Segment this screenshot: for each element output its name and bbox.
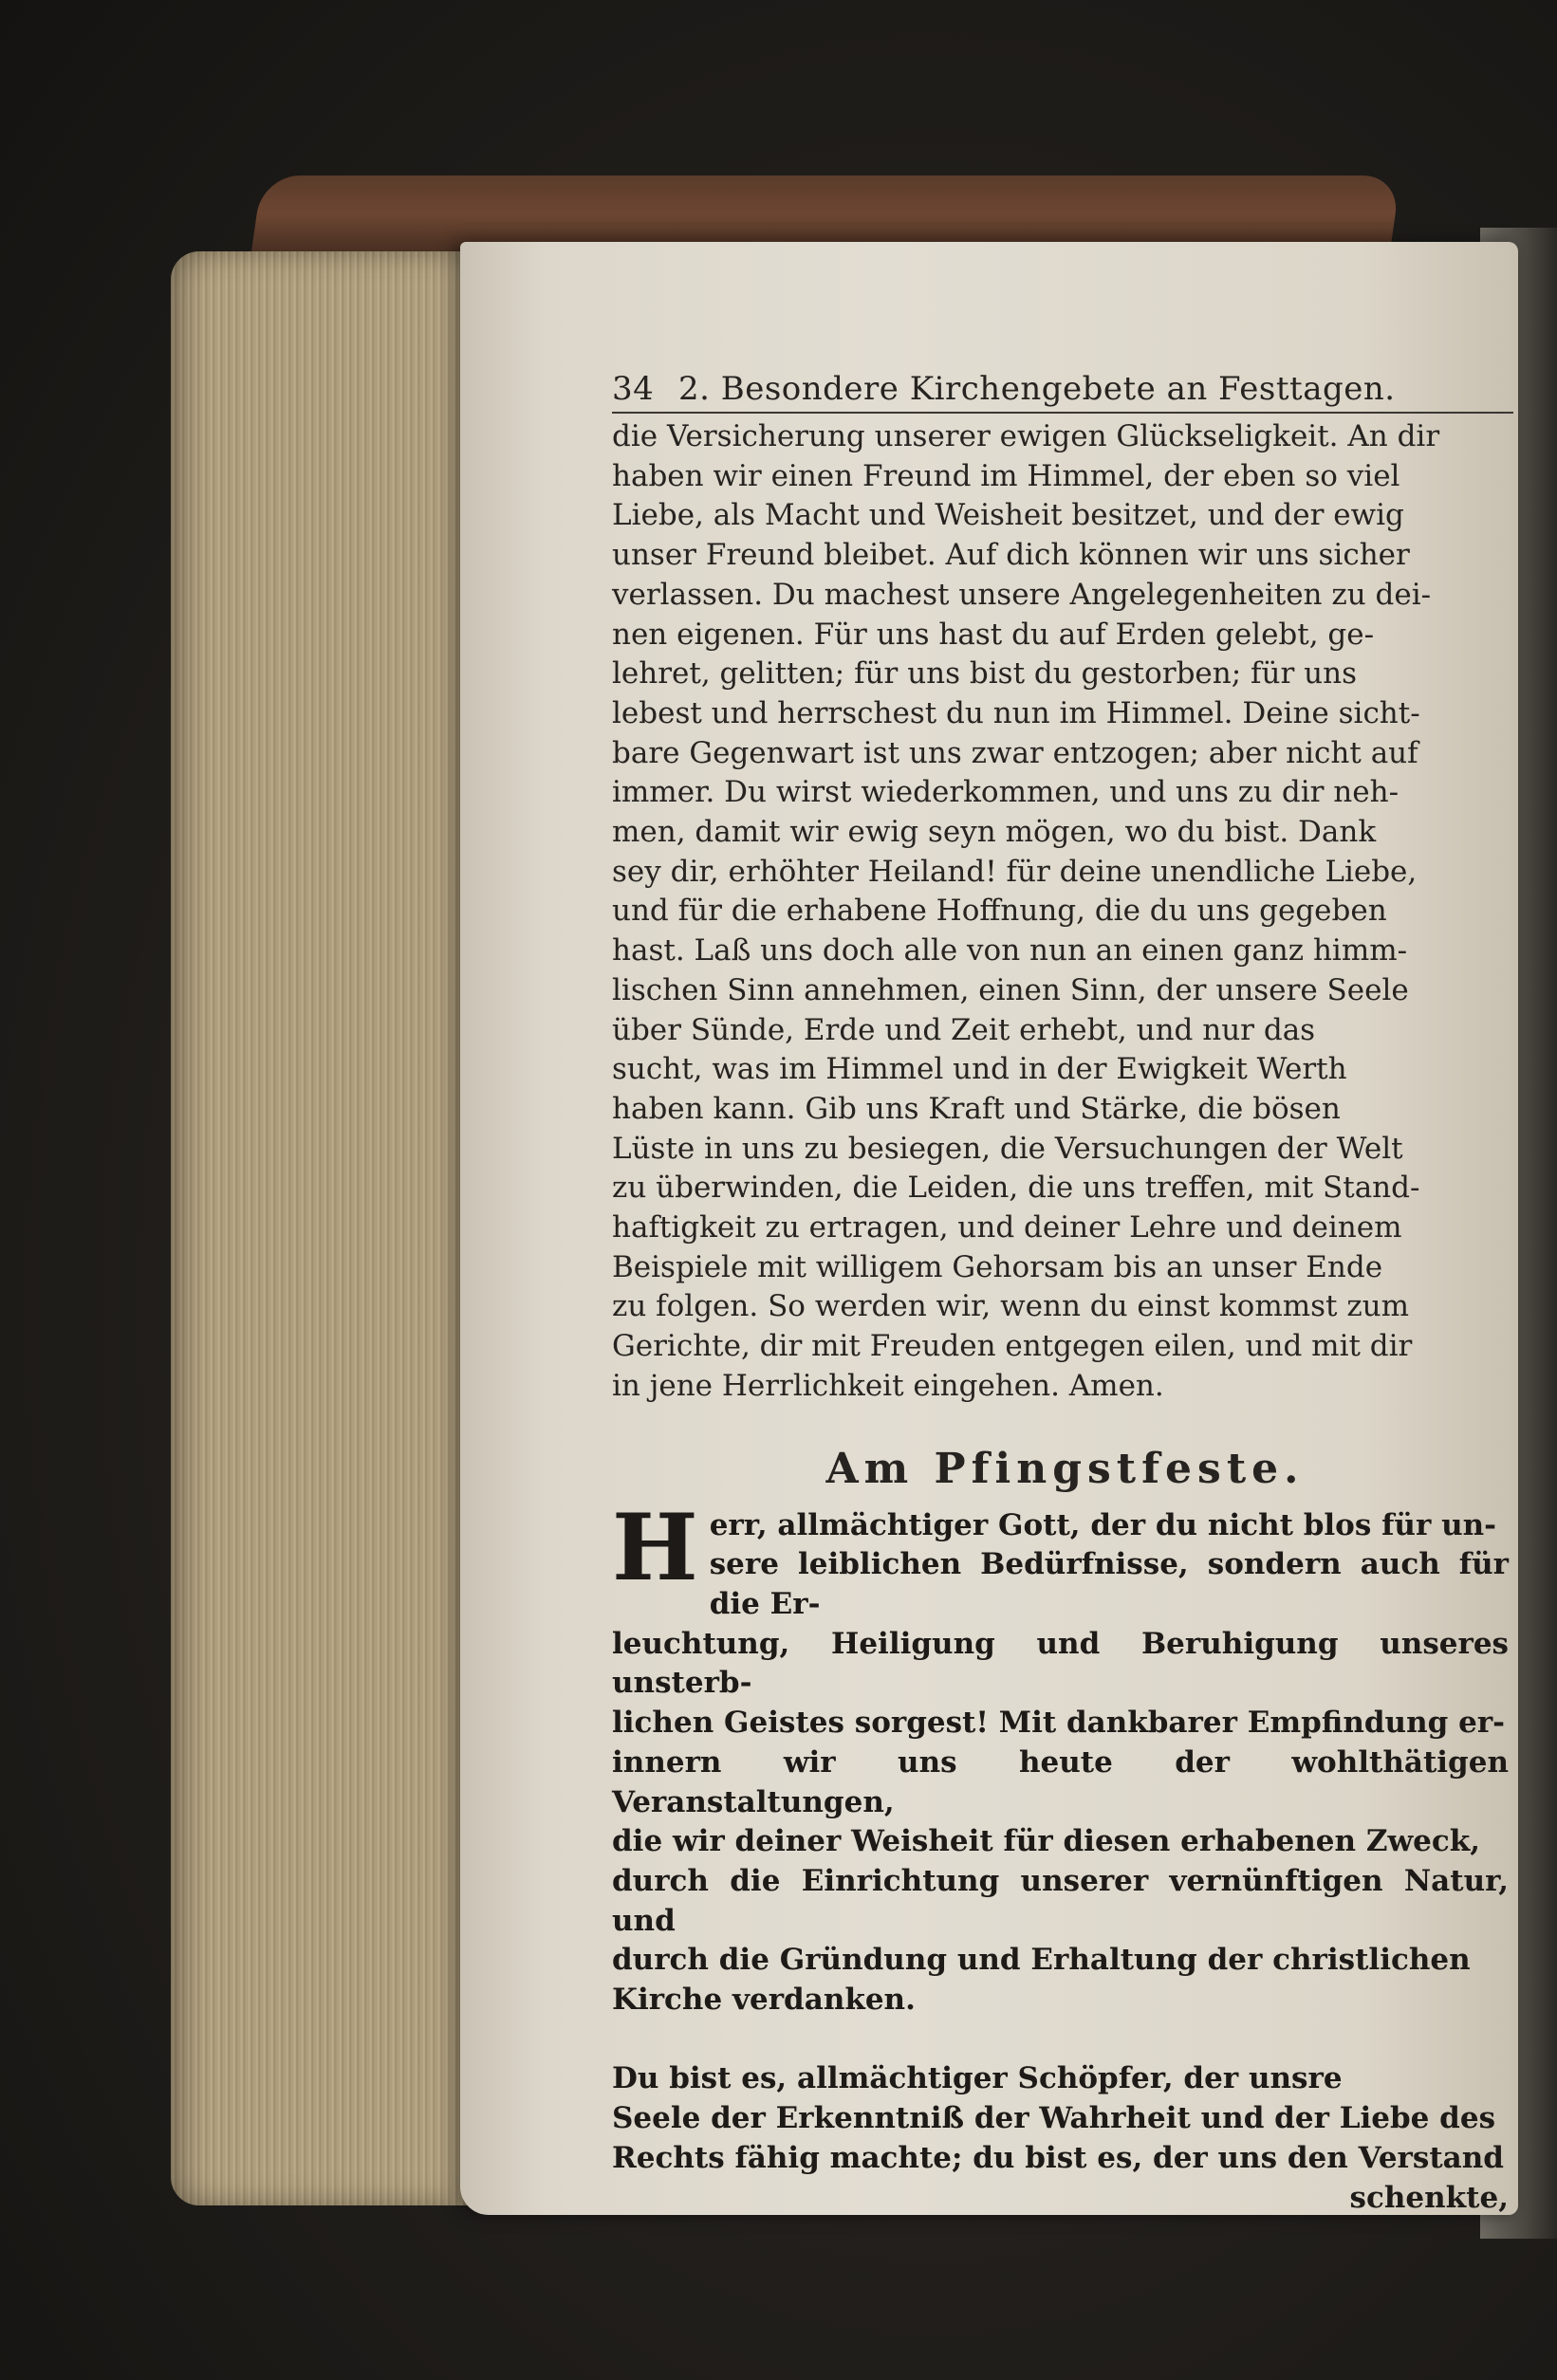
prayer-paragraph: [612, 1493, 1509, 2020]
prayer-text-two: Du bist es, allmächtiger Schöpfer, der unsre Seele der Erkenntniß der Wahrheit und der Liebe des Rechts fähig machte; du bist es, der uns den Verstand: [612, 2061, 1504, 2175]
prayer-text-one: err, allmächtiger Gott, der du nicht blos für un- sere leiblichen Bedürfnisse, sondern auch für die Er- leuchtung, Heiligung und Beruhigung unseres unsterb- lichen Geistes sorgest! Mit dankbarer Empfindung er- innern wir uns heute der wohlthätigen Veranstaltungen, die wir deiner Weisheit für diesen erhabenen Zweck, durch die Einrichtung unserer vernünftigen Natur, und durch die Gründung und Erhaltung der christlichen Kirche verdanken.: [612, 1507, 1509, 2018]
catchword: schenkte,: [1349, 2180, 1509, 2215]
page-content: [612, 360, 1518, 2218]
header-rule: [612, 412, 1513, 414]
prayer-paragraph-two: [612, 2020, 1509, 2179]
section-heading: Am Pfingstfeste.: [825, 1444, 1305, 1493]
running-title: 2. Besondere Kirchengebete an Festtagen.: [678, 370, 1396, 408]
drop-cap: H: [612, 1493, 698, 1601]
page-number: 34: [612, 370, 655, 408]
continued-paragraph: die Versicherung unserer ewigen Glückseligkeit. An dir haben wir einen Freund im Himmel, der eben so viel Liebe, als Macht und Weisheit besitzet, und der ewig unser Freund bleibet. Auf dich können wir uns sicher verlassen. Du machest unsere Angelegenheiten zu dei- nen eigenen. Für uns hast du auf Erden gelebt, ge- lehret, gelitten; für uns bist du gestorben; für uns lebest und herrschest du nun im Himmel. Deine sicht- bare Gegenwart ist uns zwar entzogen; aber nicht auf immer. Du wirst wiederkommen, und uns zu dir neh- men, damit wir ewig seyn mögen, wo du bist. Dank sey dir, erhöhter Heiland! für deine unendliche Liebe, und für die erhabene Hoffnung, die du uns gegeben hast. Laß uns doch alle von nun an einen ganz himm- lischen Sinn annehmen, einen Sinn, der unsere Seele über Sünde, Erde und Zeit erhebt, und nur das sucht, was im Himmel und in der Ewigkeit Werth haben kann. Gib uns Kraft und Stärke, die bösen Lüste in uns zu besiegen, die Versuchungen der Welt zu überwinden, die Leiden, die uns treffen, mit Stand- haftigkeit zu ertragen, und deiner Lehre und deinem Beispiele mit willigem Gehorsam bis an unser Ende zu folgen. So werden wir, wenn du einst kommst zum Gerichte, dir mit Freuden entgegen eilen, und mit dir in jene Herrlichkeit eingehen. Amen.: [612, 419, 1440, 1403]
page-edges: [171, 251, 484, 2205]
running-head: [612, 360, 1518, 414]
